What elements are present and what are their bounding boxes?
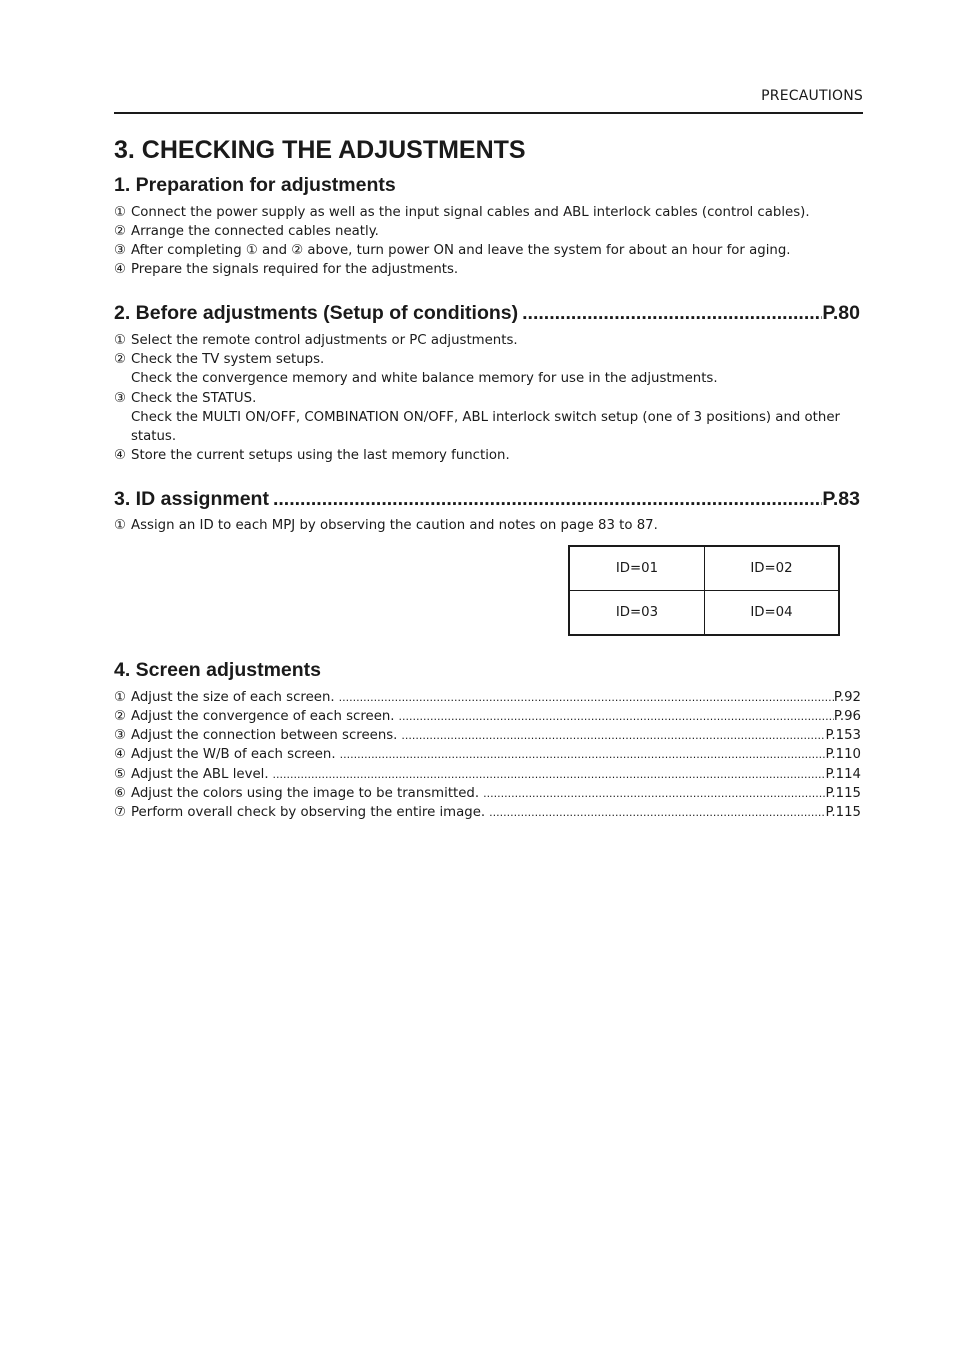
item-text: Adjust the W/B of each screen. [131, 747, 336, 762]
section-1-item-1 [114, 203, 874, 222]
item-number: ⑥ [114, 786, 126, 801]
item-number: ② [114, 352, 126, 367]
item-page-ref: P.96 [833, 709, 861, 724]
item-page-ref: P.153 [825, 728, 861, 743]
item-page-ref: P.92 [833, 690, 861, 705]
leader-dots [485, 803, 825, 822]
item-text: Adjust the size of each screen. [131, 690, 335, 705]
section-4-item-1 [114, 688, 861, 707]
leader-dots [335, 688, 834, 707]
section-2-item-3-sub-1: Check the MULTI ON/OFF, COMBINATION ON/OFF, ABL interlock switch setup (one of 3 positions) and other [131, 410, 840, 425]
item-number: ② [114, 709, 126, 724]
id-cell: ID=02 [705, 547, 838, 591]
item-text: Prepare the signals required for the adjustments. [131, 262, 459, 277]
section-4-item-3 [114, 726, 861, 745]
section-1-item-3 [114, 241, 874, 260]
item-page-ref: P.115 [825, 805, 861, 820]
section-2-item-3 [114, 389, 874, 408]
item-number: ① [114, 690, 126, 705]
item-number: ② [114, 224, 126, 239]
section-2-item-4 [114, 446, 874, 465]
item-page-ref: P.110 [825, 747, 861, 762]
section-3-heading-text: 3. ID assignment [114, 488, 269, 510]
section-1-item-2 [114, 222, 874, 241]
item-text: Adjust the connection between screens. [131, 728, 398, 743]
section-4-item-4 [114, 745, 861, 764]
page-title: 3. CHECKING THE ADJUSTMENTS [114, 136, 526, 164]
item-text: Check the TV system setups. [131, 352, 325, 367]
leader-dots [269, 765, 826, 784]
id-cell: ID=01 [570, 547, 705, 591]
item-number: ① [114, 333, 126, 348]
leader-dots [518, 302, 822, 325]
item-text: Adjust the colors using the image to be transmitted. [131, 786, 480, 801]
item-text: Adjust the ABL level. [131, 767, 269, 782]
section-2-item-2-sub: Check the convergence memory and white balance memory for use in the adjustments. [131, 371, 718, 386]
item-page-ref: P.115 [825, 786, 861, 801]
item-number: ④ [114, 747, 126, 762]
id-cell: ID=04 [750, 604, 793, 620]
item-page-ref: P.114 [825, 767, 861, 782]
leader-dots [395, 707, 834, 726]
item-text: After completing ① and ② above, turn power ON and leave the system for about an hour for aging. [131, 243, 791, 258]
item-number: ⑤ [114, 767, 126, 782]
item-number: ③ [114, 243, 126, 258]
item-number: ③ [114, 728, 126, 743]
section-2-item-1 [114, 331, 874, 350]
section-4-item-6 [114, 784, 861, 803]
leader-dots [397, 726, 825, 745]
item-number: ③ [114, 391, 126, 406]
item-number: ① [114, 518, 126, 533]
item-text: Select the remote control adjustments or PC adjustments. [131, 333, 518, 348]
leader-dots [336, 745, 826, 764]
section-3-heading [114, 488, 860, 511]
section-3-page-ref: P.83 [822, 488, 860, 510]
item-number: ④ [114, 262, 126, 277]
item-text: Perform overall check by observing the entire image. [131, 805, 486, 820]
section-1-heading [114, 174, 860, 197]
item-text: Arrange the connected cables neatly. [131, 224, 379, 239]
section-4-heading-text: 4. Screen adjustments [114, 659, 321, 681]
section-2-heading-text: 2. Before adjustments (Setup of conditions) [114, 302, 519, 324]
section-1-item-4 [114, 260, 874, 279]
item-number: ⑦ [114, 805, 126, 820]
section-4-heading [114, 659, 860, 682]
section-4-item-7 [114, 803, 861, 822]
header-section-label: PRECAUTIONS [761, 88, 863, 104]
section-2-page-ref: P.80 [822, 302, 860, 324]
id-cell: ID=03 [570, 591, 705, 635]
item-number: ④ [114, 448, 126, 463]
header-rule [114, 112, 863, 114]
section-1-heading-text: 1. Preparation for adjustments [114, 174, 396, 196]
item-text: Check the STATUS. [131, 391, 257, 406]
leader-dots [479, 784, 825, 803]
id-assignment-grid [568, 545, 840, 636]
leader-dots [269, 488, 822, 511]
section-4-item-2 [114, 707, 861, 726]
item-text: Store the current setups using the last memory function. [131, 448, 510, 463]
section-2-heading [114, 302, 860, 325]
section-4-item-5 [114, 765, 861, 784]
item-text: Adjust the convergence of each screen. [131, 709, 395, 724]
item-text: Connect the power supply as well as the input signal cables and ABL interlock cables (control cables). [131, 205, 810, 220]
item-number: ① [114, 205, 126, 220]
section-2-item-3-sub-2: status. [131, 429, 177, 444]
section-2-item-2 [114, 350, 874, 369]
item-text: Assign an ID to each MPJ by observing the caution and notes on page 83 to 87. [131, 518, 658, 533]
section-3-item-1 [114, 516, 874, 535]
